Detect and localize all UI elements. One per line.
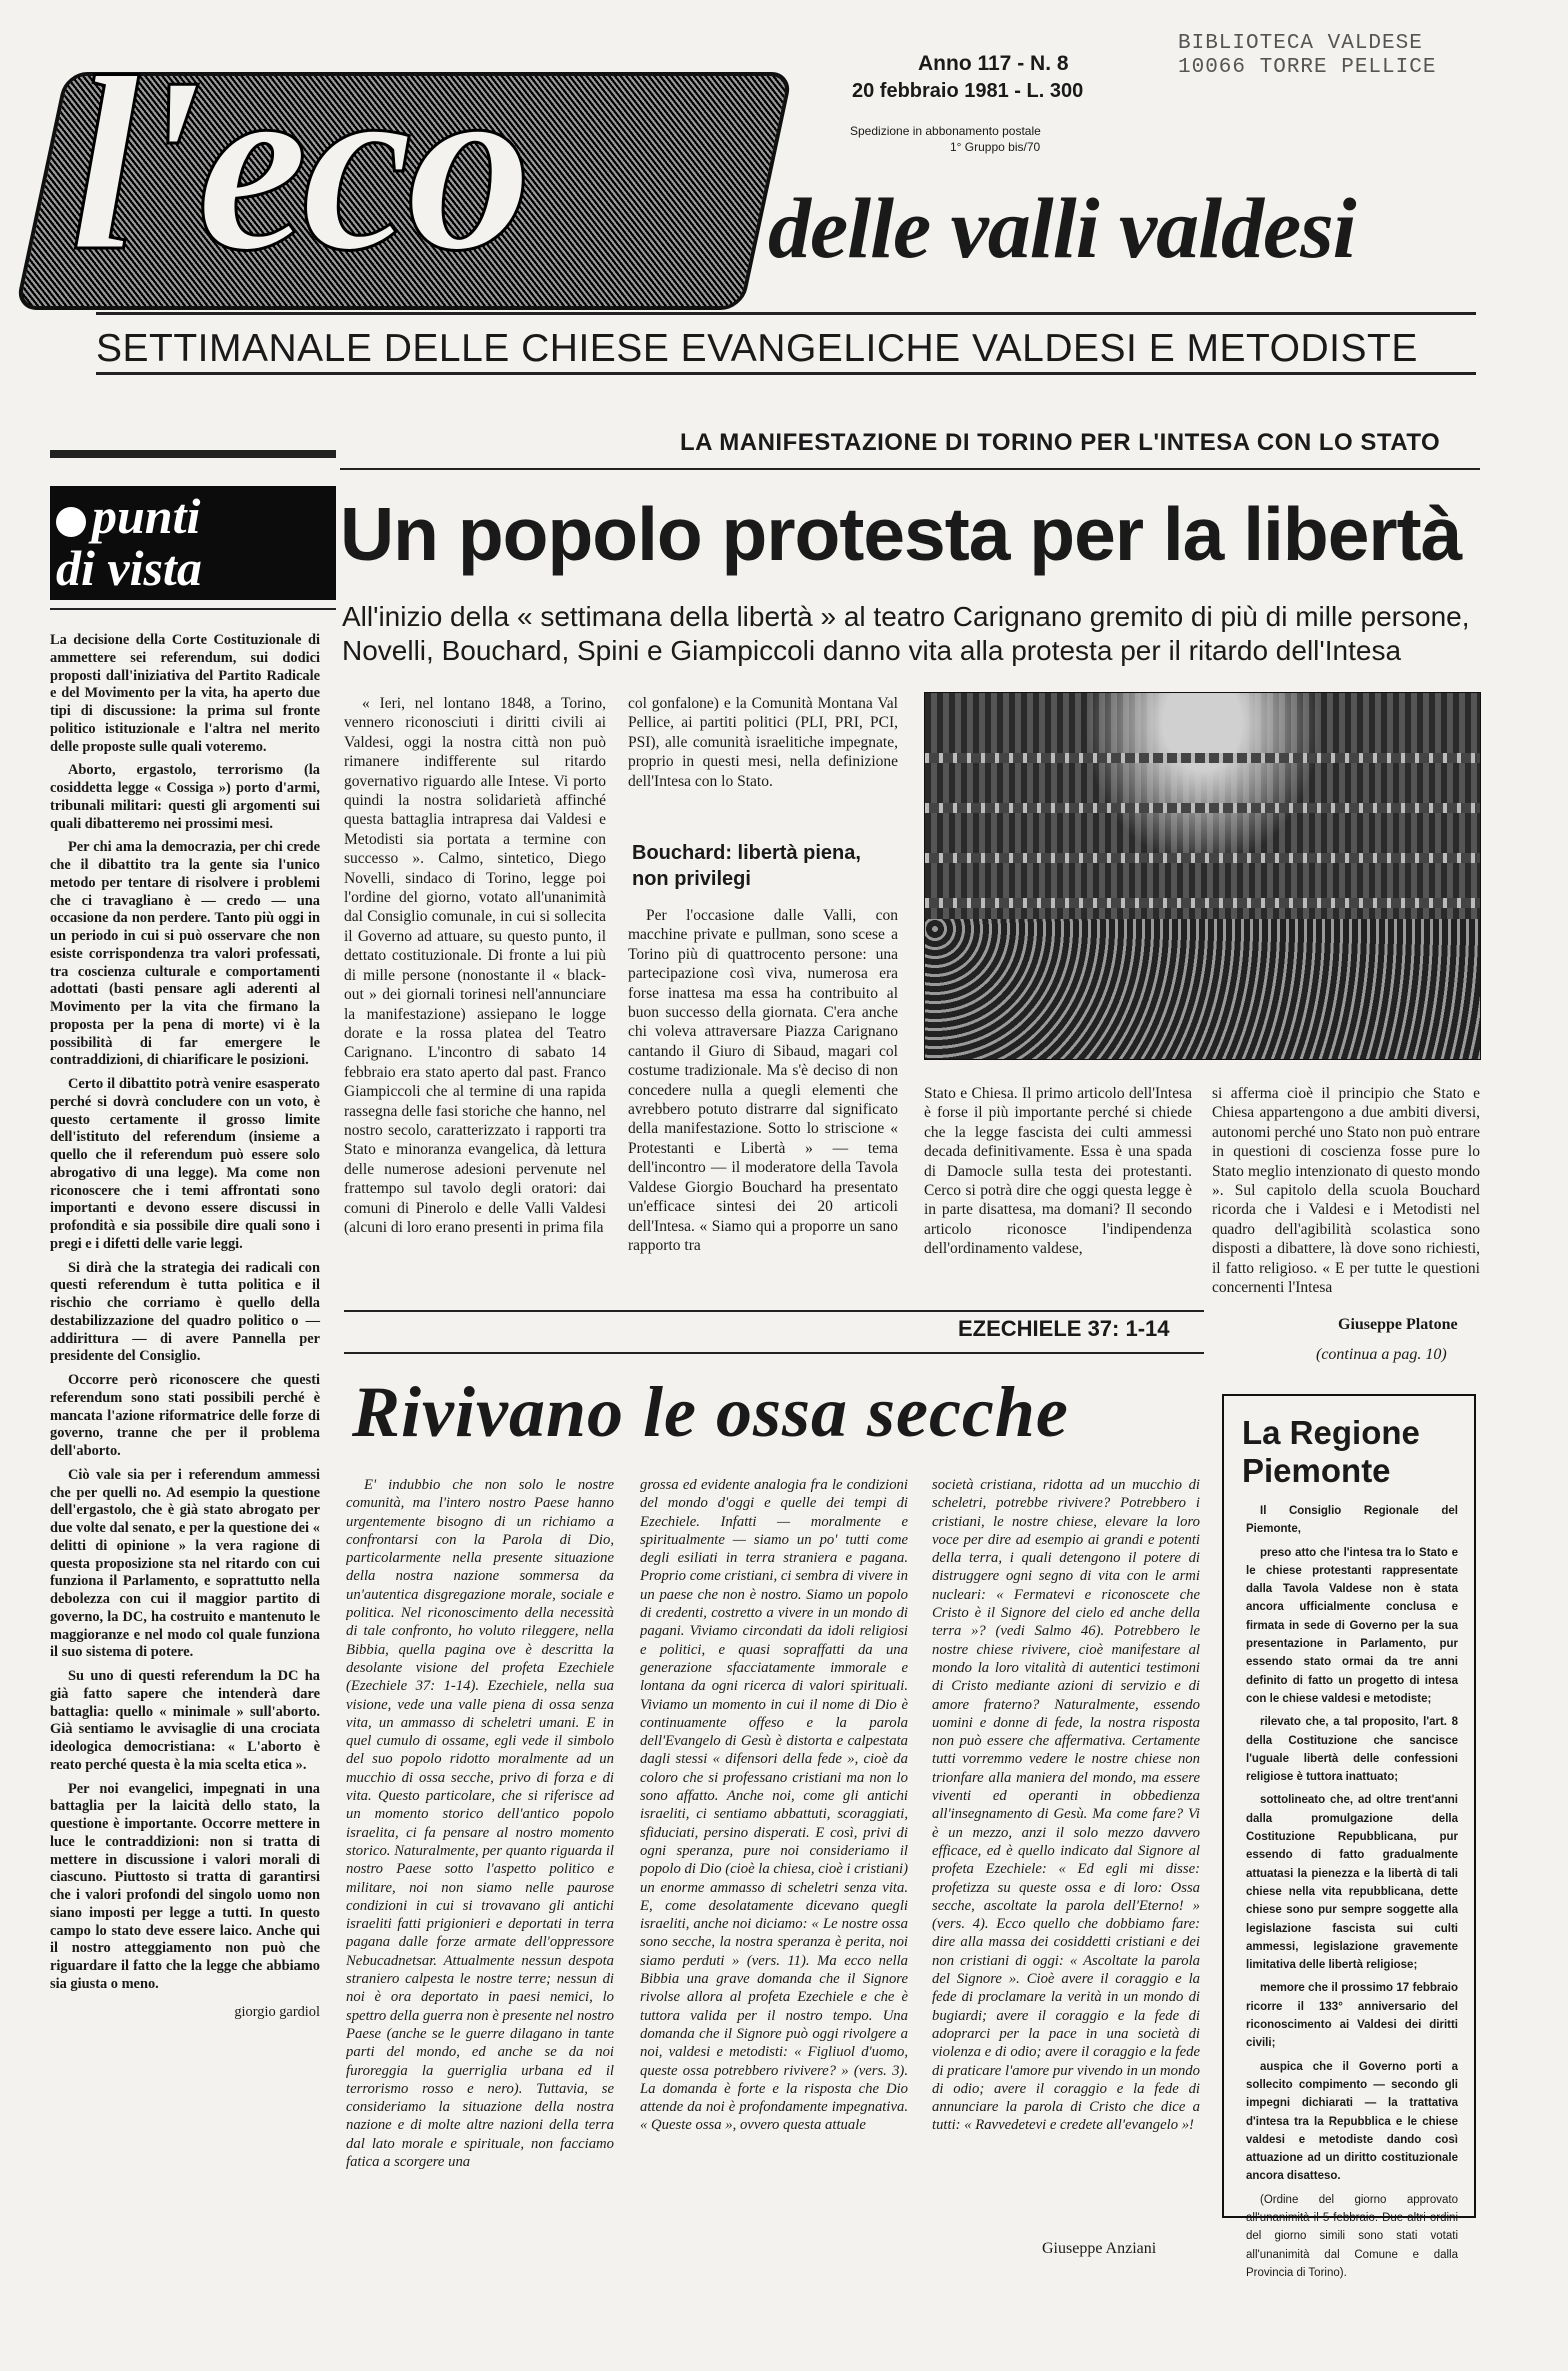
punti-paragraph: Si dirà che la strategia dei radicali con questi referendum è tutta politica e il rischio che corriamo è quello della destabilizzazione del quadro politico o — addirittura — di avere Pannella per presidente del Consiglio.: [50, 1259, 320, 1365]
main-story-text: si afferma cioè il principio che Stato e Chiesa appartengono a due ambiti diversi, autonomi perché uno Stato non può entrare in questioni di coscienza fosse pure lo Stato meglio intenzionato di questo mondo ». Sul capitolo della scuola Bouchard ricorda che i Valdesi e i Metodisti nel quadro dell'agibilità scolastica sono disposti a dibattere, là dove sono richiesti, il fatto religioso. « E per tutte le questioni concernenti l'Intesa: [1212, 1085, 1480, 1296]
postal-line-2: 1° Gruppo bis/70: [950, 140, 1041, 154]
masthead-rule-top: [96, 312, 1476, 315]
regione-paragraph: sottolineato che, ad oltre trent'anni dalla promulgazione della Costituzione Repubblicana, pur essendo di fatto gradualmente attuatasi la pienezza e la libertà di tali chiese nella vita repubblicana, dette chiese sono pur sempre soggette alla legislazione fascista sui culti ammessi, legislazione gravemente limitativa delle libertà religiose;: [1246, 1794, 1458, 1972]
punti-di-vista-title-box: [50, 486, 336, 600]
library-stamp-line-1: BIBLIOTECA VALDESE: [1178, 32, 1423, 55]
punti-paragraph: Certo il dibattito potrà venire esasperato perché si dovrà concludere con un voto, è questo certamente il grosso limite dell'istituto del referendum (insieme a quello che il referendum può essere solo abrogativo di una legge). Ma come non riconoscere che i temi affrontati sono importanti e devono essere discussi in profondità e sia possibile dire quali sono i pregi e i difetti delle varie leggi.: [50, 1076, 320, 1252]
punti-paragraph: Aborto, ergastolo, terrorismo (la cosiddetta legge « Cossiga ») porto d'armi, tribunali militari: questi gli argomenti sui quali dibatteremo nei prossimi mesi.: [50, 762, 320, 832]
punti-paragraph: Occorre però riconoscere che questi referendum sono stati possibili perché è mancata l'azione riformatrice delle forze di governo, tranne che per il problema dell'aborto.: [50, 1372, 320, 1459]
photo-balcony: [925, 803, 1480, 813]
punti-di-vista-column: [50, 632, 320, 2027]
ezechiele-text: grossa ed evidente analogia fra le condizioni del mondo d'oggi e quelle dei tempi di Ezechiele. Infatti — moralmente e spiritualmente — siamo un po' tutti come degli esiliati in terra straniera e pagana. Proprio come cristiani, ci sembra di vivere in un paese che non è nostro. Siamo un popolo di credenti, costretto a vivere in un mondo di pagani. Viviamo circondati da idoli religiosi e politici, e quasi sopraffatti da una generazione sfacciatamente immorale e lontana da ogni ricerca di valori spirituali. Viviamo un momento in cui il nome di Dio è continuamente offeso e la parola dell'Evangelo di Gesù è distorta e calpestata dagli stessi « difensori della fede », cioè da coloro che si professano cristiani ma non lo sono affatto. Anche noi, come gli antichi israeliti, ci sentiamo abbattuti, scoraggiati, sfiduciati, persino disperati. E così, privi di ogni speranza, pure noi consideriamo il popolo di Dio (cioè la chiesa, cioè i cristiani) un enorme ammasso di scheletri senza vita. E, come desolatamente dicevano quegli israeliti, anche noi diciamo: « Le nostre ossa sono secche, la nostra speranza è perita, noi siamo perduti » (vers. 11). Ma ecco nella Bibbia una grave domanda che il Signore rivolse allora al profeta Ezechiele e che è tuttora valida per il nostro tempo. Una domanda che il Signore può oggi rivolgere a noi, valdesi e metodisti: « Figliuol d'uomo, queste ossa potrebbero rivivere? » (vers. 3). La domanda è forte e la risposta che Dio attende da noi è profondamente impegnativa. « Queste ossa », ovvero questa attuale: [640, 1477, 908, 2134]
main-story-headline: Un popolo protesta per la libertà: [340, 492, 1462, 576]
regione-paragraph: Il Consiglio Regionale del Piemonte,: [1246, 1505, 1458, 1536]
masthead-logo: l'eco: [70, 26, 526, 303]
ezechiele-rule-top: [344, 1310, 1204, 1312]
main-story-column-2b: [628, 906, 898, 1296]
ezechiele-column-3: [932, 1476, 1200, 2218]
kicker-rule: [340, 468, 1480, 470]
punti-paragraph: Ciò vale sia per i referendum ammessi che per quelli no. Ad esempio la questione dell'ergastolo, che è già stato abrogato per due volte dal senato, e per la questione dei « delitti di opinione » la vera ragione di questa proposizione sta nel ritardo con cui funziona il Parlamento, e soprattutto nella debolezza con cui il maggior partito di governo, la DC, ha costruito e mantenuto le maggioranze e nel modo col quale funziona il suo sistema di potere.: [50, 1466, 320, 1661]
photo-balcony: [925, 853, 1480, 863]
punti-paragraph: Per noi evangelici, impegnati in una battaglia per la laicità dello stato, la questione è importante. Occorre mettere in luce le contraddizioni: non si tratta di mettere in discussione i valori morali di ciascuno. Piuttosto si tratta di garantirsi che i valori profondi del singolo uomo non siano imposti per legge a tutti. In questo campo lo stato deve essere laico. Anche qui il nostro atteggiamento non può che riguardare il fatto che la legge che abbiamo sia giusta o meno.: [50, 1780, 320, 1992]
ezechiele-kicker: EZECHIELE 37: 1-14: [958, 1316, 1170, 1341]
punti-paragraph: Per chi ama la democrazia, per chi crede che il dibattito tra la gente sia l'unico metodo per tentare di risolvere i problemi che ci travagliano è — credo — una occasione da non perdere. Tanto più oggi in un periodo in cui si può osservare che non esiste corrispondenza tra valori professati, tra coscienza culturale e comportamenti adottati (basti pensare agli aderenti al Movimento per la vita che firmano la proposta per la pena di morte) vi è la possibilità di far emergere le contraddizioni, di chiarificare le posizioni.: [50, 839, 320, 1069]
main-story-column-4: [1212, 1084, 1480, 1296]
ezechiele-headline: Rivivano le ossa secche: [352, 1372, 1069, 1452]
issue-date-price: 20 febbraio 1981 - L. 300: [852, 80, 1084, 102]
issue-number: Anno 117 - N. 8: [918, 52, 1069, 75]
main-story-column-2a: [628, 694, 898, 812]
regione-piemonte-box: [1222, 1394, 1476, 2279]
masthead-rule-bottom: [96, 372, 1476, 375]
masthead-subtitle: delle valli valdesi: [768, 180, 1356, 276]
theatre-photo: [924, 692, 1481, 1060]
main-story-text: « Ieri, nel lontano 1848, a Torino, vennero riconosciuti i diritti civili ai Valdesi, oggi la nostra città non può rimanere indifferente sul ritardo governativo riguardo alle Intese. Vi porto quindi la nostra solidarietà affinché questa battaglia intrapresa dai Valdesi e Metodisti sia portata a termine con successo ». Calmo, sintetico, Diego Novelli, sindaco di Torino, legge poi l'ordine del giorno, votato all'unanimità dal Consiglio comunale, in cui si sollecita il Governo ad attuare, su questo punto, il dettato costituzionale. Di fronte a lui più di mille persone (nonostante il « black-out » dei giornali torinesi nell'annunciare la manifestazione) assiepano le logge dorate e la rossa platea del Teatro Carignano. L'incontro di sabato 14 febbraio era stato aperto dal past. Franco Giampiccoli che al termine di una rapida rassegna delle fasi storiche che hanno, nel nostro secolo, caratterizzato i rapporti tra Stato e minoranza evangelica, dà lettura delle numerose adesioni pervenute nel frattempo sul tavolo degli oratori: dai comuni di Pinerolo e delle Valli Valdesi (alcuni di loro erano presenti in prima fila: [344, 695, 606, 1236]
photo-balcony: [925, 753, 1480, 763]
main-story-column-1: [344, 694, 606, 1294]
ezechiele-text: società cristiana, ridotta ad un mucchio di scheletri, potrebbe rivivere? Potrebbero i cristiani, le nostre chiese, elevare la loro voce per dire ad esempio ai grandi e potenti della terra, i quali detengono il potere di distruggere ogni segno di vita con le armi nucleari: « Fermatevi e riconoscete che Cristo è il Signore del cielo ed anche della terra »? (vedi Salmo 46). Potrebbero le nostre chiese rivivere, cioè manifestare al mondo la loro vitalità di autentici testimoni di Cristo mediante azioni di servizio e di amore fraterno? Naturalmente, essendo uomini e donne di fede, la nostra risposta non può essere che affermativa. Certamente tutti vorremmo vedere le nostre chiese non trionfare alla maniera del mondo, ma essere viventi ed operanti in obbedienza all'insegnamento di Gesù. Ma come fare? Vi è un mezzo, anzi il solo mezzo davvero efficace, ed è quello indicato dal Signore al profeta Ezechiele: « Ed egli mi disse: profetizza su queste ossa e di loro: Ossa secche, ascoltate la parola dell'Eterno! » (vers. 4). Ecco quello che dobbiamo fare: dire alla massa dei cosiddetti cristiani e dei non cristiani di oggi: « Ascoltate la parola del Signore ». Cioè avere il coraggio e la fede di proclamare la verità in un mondo di bugiardi; avere il coraggio e la fede di adoprarci per la pace in una società di violenza e di odio; avere il coraggio e la fede di praticare l'amore pur vivendo in un mondo di odio; avere il coraggio e la fede di annunciare la parola di Cristo che dice a tutti: « Ravvedetevi e credete all'evangelo »!: [932, 1477, 1200, 2134]
left-column-bar: [50, 450, 336, 458]
punti-paragraph: Su uno di questi referendum la DC ha già fatto sapere che intenderà dare battaglia: quello « minimale » sull'aborto. Già sentiamo le avvisaglie di una crociata ideologica democristiana: « L'aborto è reato perché questa è la mia scelta etica ».: [50, 1668, 320, 1773]
main-story-kicker: LA MANIFESTAZIONE DI TORINO PER L'INTESA CON LO STATO: [680, 429, 1441, 456]
ezechiele-column-1: [346, 1476, 614, 2246]
main-story-column-3: [924, 1084, 1192, 1296]
main-story-subhead: Bouchard: libertà piena, non privilegi: [632, 842, 861, 890]
punti-title-1: punti: [92, 488, 201, 544]
bullet-dot: [56, 507, 86, 537]
regione-paragraph: memore che il prossimo 17 febbraio ricorre il 133° anniversario del riconoscimento ai Valdesi dei diritti civili;: [1246, 1982, 1458, 2050]
ezechiele-signature: Giuseppe Anziani: [1042, 2240, 1157, 2257]
ezechiele-column-2: [640, 1476, 908, 2246]
punti-rule: [50, 608, 336, 610]
punti-signature: giorgio gardiol: [234, 2003, 320, 2020]
postal-line-1: Spedizione in abbonamento postale: [850, 124, 1041, 138]
regione-paragraph: (Ordine del giorno approvato all'unanimità il 5 febbraio. Due altri ordini del giorno simili sono stati votati all'unanimità dal Comune e dalla Provincia di Torino).: [1246, 2193, 1458, 2279]
main-story-text: Stato e Chiesa. Il primo articolo dell'Intesa è forse il più importante perché si chiede che la legge fascista dei culti ammessi decada definitivamente. Essa è una spada di Damocle sulla testa dei protestanti. Cerco si potrà dire che oggi questa legge è in parte disattesa, ma domani? Il secondo articolo riconosce l'indipendenza dell'ordinamento valdese,: [924, 1085, 1192, 1258]
main-story-text: col gonfalone) e la Comunità Montana Val Pellice, ai partiti politici (PLI, PRI, PCI, PSI), alle comunità israelitiche impegnate, proprio in questi mesi, nella definizione dell'Intesa con lo Stato.: [628, 695, 898, 790]
main-story-text: Per l'occasione dalle Valli, con macchine private e pullman, sono scese a Torino più di quattrocento persone: una partecipazione così viva, numerosa era forse inattesa ma essa ha contribuito al buon successo della giornata. C'era anche chi voleva attraversare Piazza Carignano cantando il Giuro di Sibaud, magari col costume tradizionale. Ma s'è deciso di non concedere nulla a quegli elementi che avrebbero potuto distrarre dal significato della manifestazione. Sotto lo striscione « Protestanti e Libertà » — tema dell'incontro — il moderatore della Tavola Valdese Giorgio Bouchard ha presentato un'efficace sintesi dei 20 articoli dell'Intesa. « Siamo qui a proporre un sano rapporto tra: [628, 907, 898, 1254]
photo-balcony: [925, 898, 1480, 908]
regione-paragraph: preso atto che l'intesa tra lo Stato e le chiese protestanti rappresentate dalla Tavola Valdese non è stata ancora ufficialmente conclusa e firmata in sede di Governo per la sua presentazione in Parlamento, pur essendo stato ormai da tre anni definito di fatto un progetto di intesa con le chiese valdesi e metodiste;: [1246, 1546, 1458, 1705]
regione-paragraph: auspica che il Governo porti a sollecito compimento — secondo gli impegni dichiarati — la trattativa d'intesa tra la Repubblica e le chiese valdesi e metodiste dando così attuazione ad un diritto costituzionale ancora disatteso.: [1246, 2060, 1458, 2183]
photo-audience: [925, 919, 1480, 1059]
main-story-continua: (continua a pag. 10): [1316, 1346, 1447, 1363]
regione-paragraph: rilevato che, a tal proposito, l'art. 8 della Costituzione che sancisce l'uguale libertà delle confessioni religiose è tuttora inattuato;: [1246, 1716, 1458, 1784]
punti-title-2: di vista: [56, 540, 202, 596]
main-story-signature: Giuseppe Platone: [1338, 1316, 1458, 1333]
main-story-standfirst: All'inizio della « settimana della libertà » al teatro Carignano gremito di più di mille persone, Novelli, Bouchard, Spini e Giampiccoli danno vita alla protesta per il ritardo dell'Intesa: [342, 601, 1470, 666]
ezechiele-text: E' indubbio che non solo le nostre comunità, ma l'intero nostro Paese hanno urgentemente bisogno di un richiamo a confrontarsi con la Parola di Dio, particolarmente nella presente situazione della nostra nazione sommersa da un'autentica disgregazione morale, sociale e politica. Nel riconoscimento della necessità di tale confronto, ho voluto rileggere, nella Bibbia, quella pagina ove è descritta la desolante visione del profeta Ezechiele (Ezechiele 37: 1-14). Ezechiele, nella sua visione, vede una valle piena di ossa senza vita, un ammasso di scheletri umani. E in quel cumulo di ossame, egli vede il simbolo del suo popolo ridotto moralmente ad un mucchio di ossa secche, privo di forza e di vita. Questo particolare, che si riferisce ad un momento storico dell'antico popolo israelita, ci fa pensare al nostro momento storico. Naturalmente, per quanto riguarda il nostro Paese sotto l'aspetto politico e militare, noi non siamo nelle paurose condizioni in cui si trovavano gli antichi israeliti fatti prigionieri e deportati in terra pagana dalle forze armate dell'oppressore Nebucadnetsar. Attualmente nessun despota straniero calpesta le nostre terre; nessun di noi è ora deportato in paesi nemici, lo spettro della guerra non è presente nel nostro Paese (anche se le guerre dilagano in tante parti del mondo, ed anche se da noi furoreggia la guerriglia urbana ed il terrorismo rosso e nero). Tuttavia, se consideriamo la situazione della nostra nazione e di molte altre nazioni della terra dal lato morale e spirituale, non facciamo fatica a scorgere una: [346, 1477, 614, 2170]
library-stamp-line-2: 10066 TORRE PELLICE: [1178, 56, 1437, 79]
ezechiele-rule-bottom: [344, 1352, 1204, 1354]
regione-text: [1246, 1502, 1458, 2282]
masthead-tagline: SETTIMANALE DELLE CHIESE EVANGELICHE VALDESI E METODISTE: [96, 327, 1418, 370]
regione-title: La Regione Piemonte: [1242, 1414, 1420, 1489]
punti-paragraph: La decisione della Corte Costituzionale di ammettere sei referendum, sui dodici proposti dall'iniziativa del Partito Radicale e del Movimento per la vita, ha aperto due tipi di discussione: la prima sul fronte politico istituzionale e l'altra nel merito delle proposte sulle quali voteremo.: [50, 632, 320, 755]
